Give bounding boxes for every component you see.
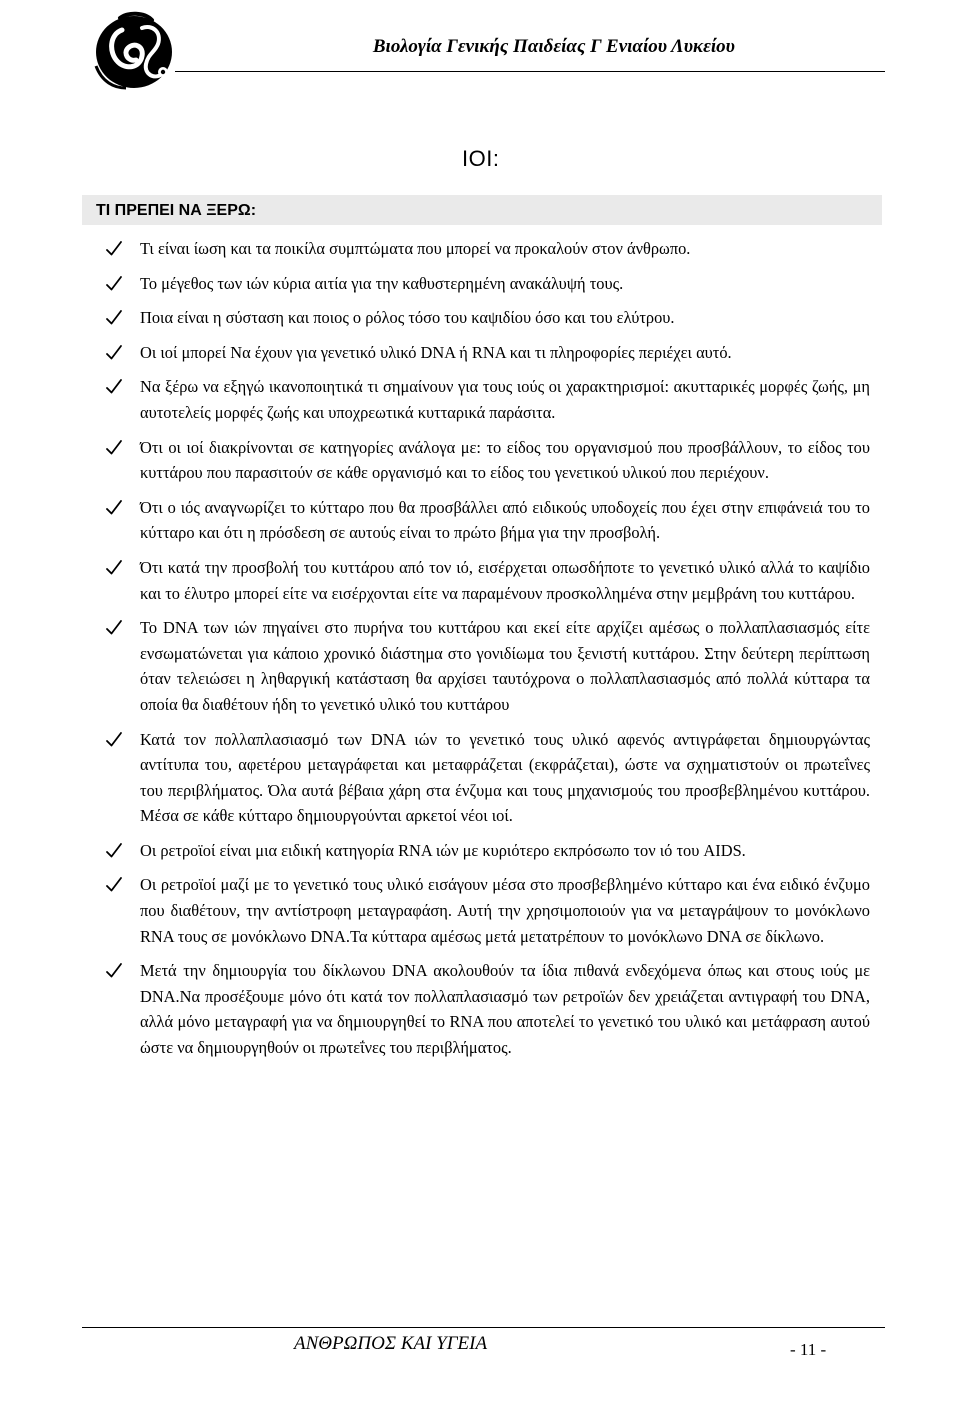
checkmark-icon bbox=[104, 495, 124, 520]
list-item bbox=[104, 958, 870, 1060]
list-item bbox=[104, 236, 870, 262]
list-item-text: Ότι οι ιοί διακρίνονται σε κατηγορίες ανάλογα με: το είδος του οργανισμού που προσβάλλουν, το είδος του κυττάρου που παρασιτούν σε κάθε οργανισμό και το είδος του γενετικού υλικού που περιέχουν. bbox=[140, 437, 870, 483]
checkmark-icon bbox=[104, 838, 124, 863]
footer-divider bbox=[82, 1327, 885, 1328]
header-divider bbox=[175, 71, 885, 72]
list-item bbox=[104, 727, 870, 829]
checkmark-icon bbox=[104, 305, 124, 330]
header-title: Βιολογία Γενικής Παιδείας Γ Ενιαίου Λυκείου bbox=[372, 36, 735, 57]
list-item-text: Μετά την δημιουργία του δίκλωνου DNA ακολουθούν τα ίδια πιθανά ενδεχόμενα όπως και στους ιούς με DNA.Να προσέξουμε μόνο ότι κατά τον πολλαπλασιασμό των ρετροϊών δεν χρειάζεται αντιγραφή του DNA, αλλά μόνο μεταγραφή για να δημιουργηθεί το RNA που αποτελεί το γενετικό του υλικό και μετάφραση αυτού ώστε να δημιουργηθούν οι πρωτεΐνες του περιβλήματος. bbox=[140, 961, 870, 1058]
list-item bbox=[104, 872, 870, 949]
learning-points-list bbox=[104, 236, 870, 1070]
chapter-title: ΙΟΙ: bbox=[462, 146, 500, 171]
checkmark-icon bbox=[104, 340, 124, 365]
list-item bbox=[104, 555, 870, 606]
section-heading-bar bbox=[82, 195, 882, 225]
list-item-text: Οι ιοί μπορεί Να έχουν για γενετικό υλικό DNA ή RNA και τι πληροφορίες περιέχει αυτό. bbox=[140, 342, 732, 362]
list-item bbox=[104, 495, 870, 546]
checkmark-icon bbox=[104, 727, 124, 752]
list-item bbox=[104, 615, 870, 717]
list-item-text: Οι ρετροϊοί είναι μια ειδική κατηγορία RNA ιών με κυριότερο εκπρόσωπο τον ιό του AIDS. bbox=[140, 840, 746, 860]
section-heading: ΤΙ ΠΡΕΠΕΙ ΝΑ ΞΕΡΩ: bbox=[96, 202, 257, 219]
checkmark-icon bbox=[104, 435, 124, 460]
checkmark-icon bbox=[104, 374, 124, 399]
stethoscope-logo-icon bbox=[92, 8, 182, 90]
footer-title: ΑΝΘΡΩΠΟΣ ΚΑΙ ΥΓΕΙΑ bbox=[294, 1333, 488, 1354]
checkmark-icon bbox=[104, 236, 124, 261]
checkmark-icon bbox=[104, 615, 124, 640]
checkmark-icon bbox=[104, 872, 124, 897]
list-item-text: Κατά τον πολλαπλασιασμό των DNA ιών το γενετικό τους υλικό αφενός αντιγράφεται δημιουργώντας αντίτυπα του, αφετέρου μεταγράφεται και μεταφράζεται (εκφράζεται), ώστε να σχηματιστούν οι πρωτεΐνες του περιβλήματος. Όλα αυτά βέβαια χάρη στα ένζυμα και τους μηχανισμούς του προσβεβλημένου κυττάρου. Μέσα σε κάθε κύτταρο δημιουργούνται αρκετοί νέοι ιοί. bbox=[140, 729, 870, 826]
list-item bbox=[104, 271, 870, 297]
list-item bbox=[104, 435, 870, 486]
checkmark-icon bbox=[104, 555, 124, 580]
list-item-text: Ότι ο ιός αναγνωρίζει το κύτταρο που θα προσβάλλει από ειδικούς υποδοχείς που έχει στην επιφάνειά του το κύτταρο και ότι η πρόσδεση σε αυτούς είναι το πρώτο βήμα για την προσβολή. bbox=[140, 497, 870, 543]
list-item bbox=[104, 838, 870, 864]
list-item bbox=[104, 305, 870, 331]
checkmark-icon bbox=[104, 958, 124, 983]
list-item-text: Να ξέρω να εξηγώ ικανοποιητικά τι σημαίνουν για τους ιούς οι χαρακτηρισμοί: ακυτταρικές μορφές ζωής, μη αυτοτελείς μορφές ζωής και υποχρεωτικά κυτταρικά παράσιτα. bbox=[140, 377, 870, 422]
list-item bbox=[104, 340, 870, 366]
checkmark-icon bbox=[104, 271, 124, 296]
list-item-text: Τι είναι ίωση και τα ποικίλα συμπτώματα που μπορεί να προκαλούν στον άνθρωπο. bbox=[140, 239, 691, 258]
list-item-text: Ποια είναι η σύσταση και ποιος ο ρόλος τόσο του καψιδίου όσο και του ελύτρου. bbox=[140, 308, 675, 328]
list-item-text: Το DNA των ιών πηγαίνει στο πυρήνα του κυττάρου και εκεί είτε αρχίζει αμέσως ο πολλαπλασιασμός είτε ενσωματώνεται για κάποιο χρονικό διάστημα στο γονιδίωμα του ξενιστή κυττάρου. Στην δεύτερη περίπτωση όταν τελειώσει η ληθαργική κατάσταση θα αρχίσει ταυτόχρονα ο πολλαπλασιασμός από πολλά κύτταρα τα οποία θα διαθέτουν ήδη το γενετικό υλικό του κυττάρου bbox=[140, 618, 870, 714]
page-number: - 11 - bbox=[790, 1340, 827, 1359]
list-item-text: Το μέγεθος των ιών κύρια αιτία για την καθυστερημένη ανακάλυψή τους. bbox=[140, 273, 624, 293]
list-item bbox=[104, 374, 870, 425]
page-header bbox=[0, 0, 960, 90]
list-item-text: Ότι κατά την προσβολή του κυττάρου από τον ιό, εισέρχεται οπωσδήποτε το γενετικό υλικό αλλά το καψίδιο και το έλυτρο μπορεί είτε να εισέρχονται είτε να παραμένουν προσκολλημένα στην μεμβράνη του κυττάρου. bbox=[140, 557, 870, 603]
list-item-text: Οι ρετροϊοί μαζί με το γενετικό τους υλικό εισάγουν μέσα στο προσβεβλημένο κύτταρο και ένα ειδικό ένζυμο που διαθέτουν, την αντίστροφη μεταγραφάση. Αυτή την χρησιμοποιούν για να μεταγράψουν το μονόκλωνο RNA τους σε μονόκλωνο DNA.Τα κύτταρα αμέσως μετά μετατρέπουν το μονόκλωνο DNA σε δίκλωνο. bbox=[140, 875, 870, 946]
